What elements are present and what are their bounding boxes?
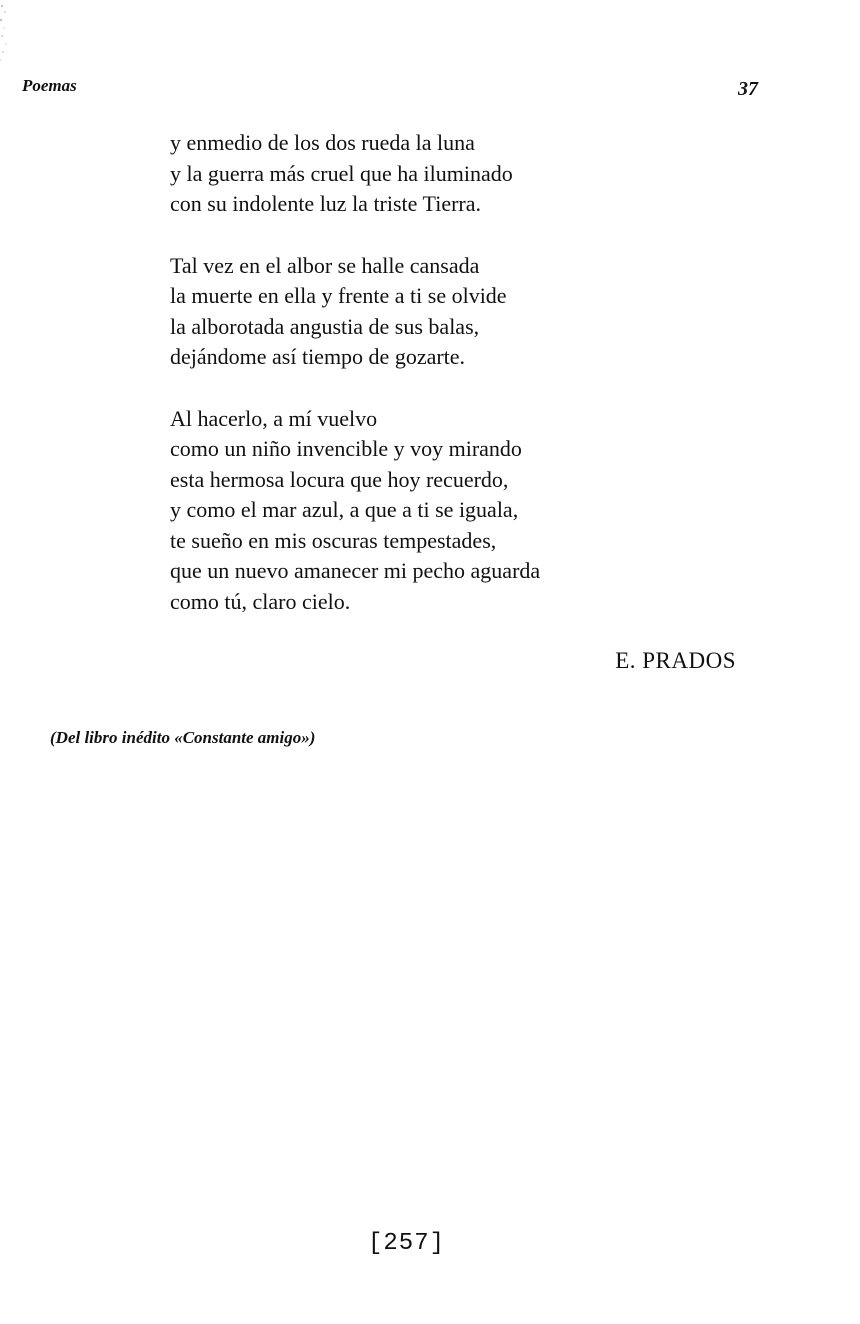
stanza <box>170 128 630 220</box>
poem-line: Al hacerlo, a mí vuelvo <box>170 405 378 431</box>
poem-line: esta hermosa locura que hoy recuerdo, <box>170 466 509 492</box>
poem-author: E. PRADOS <box>615 648 736 673</box>
source-note: (Del libro inédito «Constante amigo») <box>50 728 316 747</box>
poem-line: la muerte en ella y frente a ti se olvide <box>170 283 507 308</box>
poem-line: que un nuevo amanecer mi pecho aguarda <box>170 558 541 583</box>
poem-line: la alborotada angustia de sus balas, <box>170 313 480 339</box>
poem-line: con su indolente luz la triste Tierra. <box>170 191 481 216</box>
folio-number: 37 <box>738 78 758 100</box>
poem-line: te sueño en mis oscuras tempestades, <box>170 527 497 553</box>
poem-line: Tal vez en el albor se halle cansada <box>170 252 480 278</box>
poem-line: como tú, claro cielo. <box>170 588 351 614</box>
poem-line: como un niño invencible y voy mirando <box>170 436 522 461</box>
stanza <box>170 251 630 373</box>
stanza <box>170 404 630 618</box>
poem-line: y como el mar azul, a que a ti se iguala, <box>170 497 519 522</box>
poem-body <box>170 128 630 648</box>
page-edge-speckle <box>0 0 10 70</box>
page-number: [257] <box>368 1230 446 1257</box>
poem-line: dejándome así tiempo de gozarte. <box>170 344 466 369</box>
poem-line: y la guerra más cruel que ha iluminado <box>170 160 513 186</box>
running-head-title: Poemas <box>22 76 77 95</box>
poem-line: y enmedio de los dos rueda la luna <box>170 130 475 155</box>
